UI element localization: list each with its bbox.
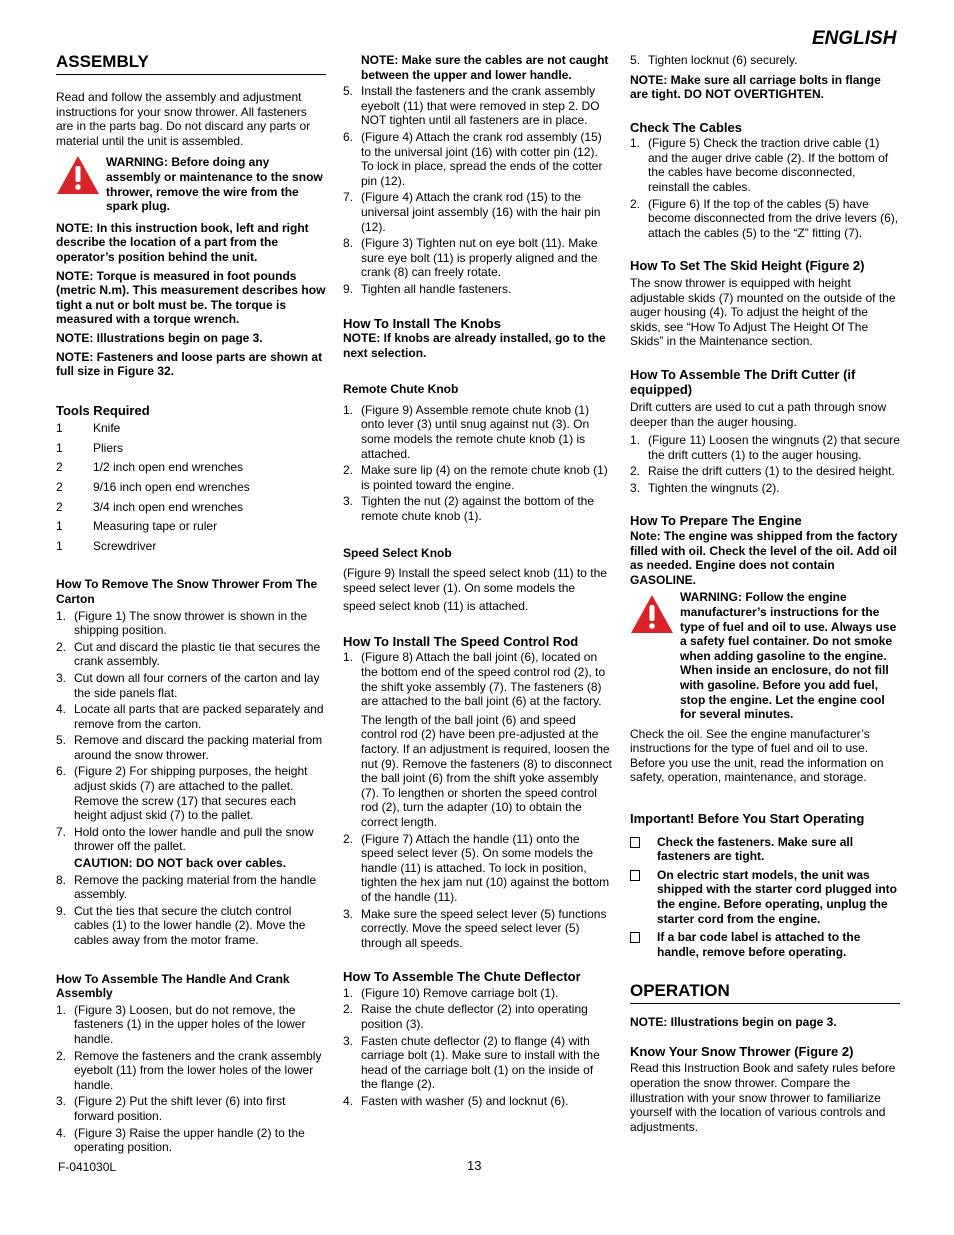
list-item: 1. (Figure 8) Attach the ball joint (6), located on the bottom end of the speed control rod (2), to the shift yoke assembly (7). The fasteners (8) are attached to the ball joint (6) at the factory. The length of the ball joint (6) and speed control rod (2) have been pre-adjusted at the factory. If an adjustment is required, loosen the nut (9). Remove the fasteners (8) to disconnect the ball joint (6) from the shift yoke assembly (7). To lengthen or shorten the speed control rod (2), turn the adapter (10) to obtain the correct length. xyxy=(343,650,612,829)
list-item: 3. Make sure the speed select lever (5) functions correctly. Move the speed select lever (5) through all speeds. xyxy=(343,906,607,950)
checklist-item: On electric start models, the unit was shipped with the starter cord plugged into the engine. Before operating, unplug the starter cord from the engine. xyxy=(630,868,900,926)
caution-text: CAUTION: DO NOT back over cables. xyxy=(74,856,287,871)
speed-select-text: (Figure 9) Install the speed select knob (11) to the speed select lever (1). On some models the xyxy=(343,566,607,595)
note-torque: NOTE: Torque is measured in foot pounds (metric N.m). This measurement describes how tight a nut or bolt must be. The torque is measured with a torque wrench. xyxy=(56,268,326,327)
list-item: 1. (Figure 5) Check the traction drive cable (1) and the auger drive cable (2). If the bottom of the cables have become disconnected, reinstall the cables. xyxy=(630,136,889,195)
list-item: 3. (Figure 2) Put the shift lever (6) into first forward position. xyxy=(56,1094,286,1123)
list-item: 4. Locate all parts that are packed separately and remove from the carton. xyxy=(56,702,324,731)
know-your-snow-thrower-heading: Know Your Snow Thrower (Figure 2) xyxy=(630,1043,854,1059)
tool-row: 2 3/4 inch open end wrenches xyxy=(56,499,244,514)
tool-row: 1 Pliers xyxy=(56,440,124,455)
remote-chute-knob-heading: Remote Chute Knob xyxy=(343,382,459,397)
list-item: 1. (Figure 10) Remove carriage bolt (1). xyxy=(343,985,559,1000)
operation-heading: OPERATION xyxy=(630,981,900,1004)
checkbox-icon xyxy=(630,837,640,848)
checkbox-icon xyxy=(630,870,640,881)
list-item: 4. (Figure 3) Raise the upper handle (2) to the operating position. xyxy=(56,1125,305,1155)
knobs-note: NOTE: If knobs are already installed, go to the next selection. xyxy=(343,331,606,360)
column-middle xyxy=(343,0,613,1109)
rod-adjustment-text: The length of the ball joint (6) and speed control rod (2) have been pre-adjusted at the factory. If an adjustment is required, loosen the nut (9). Remove the fasteners (8) to disconnect the ball joint (6) from the shift yoke assembly (7). To lengthen or shorten the speed control rod (2), turn the adapter (10) to obtain the correct length. xyxy=(361,712,612,829)
engine-note: Note: The engine was shipped from the factory filled with oil. Check the level of the oil. Add oil as needed. Engine does not contain GASOLINE. xyxy=(630,528,898,587)
tools-list xyxy=(56,419,326,556)
chute-deflector-steps xyxy=(343,986,613,1109)
skid-height-text: The snow thrower is equipped with height adjustable skids (7) mounted on the outside of the auger housing (4). To adjust the height of the skids, see “How To Adjust The Height Of The Skids” in the Maintenance section. xyxy=(630,275,896,349)
list-item: 2. Remove the fasteners and the crank assembly eyebolt (11) from the lower holes of the lower handle. xyxy=(56,1048,322,1092)
list-item: 2. Raise the chute deflector (2) into operating position (3). xyxy=(343,1002,588,1031)
warning-triangle-icon xyxy=(630,594,674,634)
list-item: 1. (Figure 3) Loosen, but do not remove, the fasteners (1) in the upper holes of the lower handle. xyxy=(56,1002,306,1046)
warning-triangle-icon xyxy=(56,155,100,195)
list-item: 5. Install the fasteners and the crank assembly eyebolt (11) that were removed in step 2. DO NOT tighten until all fasteners are in place. xyxy=(343,84,600,128)
drift-cutter-heading: How To Assemble The Drift Cutter (if equipped) xyxy=(630,366,856,398)
handle-crank-steps-continued xyxy=(343,84,613,296)
handle-crank-heading: How To Assemble The Handle And Crank Assembly xyxy=(56,971,290,1001)
speed-control-rod-steps xyxy=(343,650,613,950)
know-your-snow-thrower-text: Read this Instruction Book and safety rules before operation the snow thrower. Compare the illustration with your snow thrower to familiarize yourself with the location of various controls and adjustments. xyxy=(630,1061,896,1134)
note-cables: NOTE: Make sure the cables are not caught between the upper and lower handle. xyxy=(361,53,609,82)
checklist xyxy=(630,835,900,960)
warning-spark-plug xyxy=(56,155,326,213)
list-item: 2. Make sure lip (4) on the remote chute knob (1) is pointed toward the engine. xyxy=(343,463,608,492)
check-cables-heading: Check The Cables xyxy=(630,119,742,135)
speed-control-rod-heading: How To Install The Speed Control Rod xyxy=(343,633,579,649)
list-item: 8. Remove the packing material from the handle assembly. xyxy=(56,872,317,902)
list-item: 2. Raise the drift cutters (1) to the desired height. xyxy=(630,464,895,479)
checklist-item: If a bar code label is attached to the handle, remove before operating. xyxy=(630,930,900,959)
list-item: 3. Tighten the nut (2) against the bottom of the remote chute knob (1). xyxy=(343,494,595,523)
tool-row: 1 Screwdriver xyxy=(56,538,157,553)
list-item: 9. Tighten all handle fasteners. xyxy=(343,281,512,296)
chute-deflector-steps-continued xyxy=(630,53,900,68)
column-left xyxy=(56,0,326,1155)
list-item: 3. Tighten the wingnuts (2). xyxy=(630,480,780,495)
skid-height-heading: How To Set The Skid Height (Figure 2) xyxy=(630,258,865,274)
document-code: F-041030L xyxy=(58,1160,117,1174)
list-item: 7. (Figure 4) Attach the crank rod (15) to the universal joint assembly (16) with the hair pin (12). xyxy=(343,190,601,234)
prepare-engine-heading: How To Prepare The Engine xyxy=(630,513,802,529)
checklist-item: Check the fasteners. Make sure all fasteners are tight. xyxy=(630,835,900,864)
list-item: 8. (Figure 3) Tighten nut on eye bolt (11). Make sure eye bolt (11) is properly aligned and the crank (8) can freely rotate. xyxy=(343,236,598,280)
tool-row: 1 Knife xyxy=(56,421,121,436)
warning-fuel xyxy=(630,590,900,721)
list-item: 5. Remove and discard the packing material from around the snow thrower. xyxy=(56,733,323,762)
list-item: 1. (Figure 11) Loosen the wingnuts (2) that secure the drift cutters (1) to the auger housing. xyxy=(630,433,900,462)
checkbox-icon xyxy=(630,932,640,943)
list-item: 6. (Figure 2) For shipping purposes, the height adjust skids (7) are attached to the pallet. Remove the screw (17) that secures each height adjust skid (7) to the pallet. xyxy=(56,764,308,823)
list-item: 6. (Figure 4) Attach the crank rod assembly (15) to the universal joint (16) with cotter pin (12). To lock in place, spread the ends of the cotter pin (12). xyxy=(343,129,603,188)
note-carriage-bolts: NOTE: Make sure all carriage bolts in flange are tight. DO NOT OVERTIGHTEN. xyxy=(630,72,881,102)
check-cables-steps xyxy=(630,136,900,240)
check-oil-text: Check the oil. See the engine manufacturer’s instructions for the type of fuel and oil to use. Before you use the unit, read the information on safety, operation, maintenance, and storage. xyxy=(630,726,884,785)
list-item: 9. Cut the ties that secure the clutch control cables (1) to the lower handle (2). Move the cables away from the motor frame. xyxy=(56,903,306,947)
note-left-right: NOTE: In this instruction book, left and right describe the location of a part from the operator’s position behind the unit. xyxy=(56,220,309,264)
list-item: 7. Hold onto the lower handle and pull the snow thrower off the pallet. CAUTION: DO NOT back over cables. xyxy=(56,825,326,871)
chute-deflector-heading: How To Assemble The Chute Deflector xyxy=(343,969,581,985)
handle-crank-steps xyxy=(56,1003,326,1155)
remove-carton-steps xyxy=(56,609,326,948)
list-item: 5. Tighten locknut (6) securely. xyxy=(630,53,798,67)
tool-row: 2 9/16 inch open end wrenches xyxy=(56,479,250,494)
list-item: 2. (Figure 6) If the top of the cables (5) have become disconnected from the drive levers (6), attach the cables (5) to the “Z” fitting (7). xyxy=(630,196,899,240)
list-item: 2. (Figure 7) Attach the handle (11) onto the speed select lever (5). On some models the handle (11) is attached. To lock in position, tighten the hex jam nut (10) against the bottom of the handle (11). xyxy=(343,831,610,904)
tool-row: 2 1/2 inch open end wrenches xyxy=(56,460,244,475)
page-number: 13 xyxy=(467,1158,482,1173)
important-heading: Important! Before You Start Operating xyxy=(630,811,865,827)
list-item: 1. (Figure 1) The snow thrower is shown in the shipping position. xyxy=(56,608,308,638)
assembly-intro: Read and follow the assembly and adjustment instructions for your snow thrower. All fasteners are in the parts bag. Do not discard any parts or material until the unit is assembled. xyxy=(56,90,311,148)
language-label: ENGLISH xyxy=(812,28,897,49)
install-knobs-heading: How To Install The Knobs xyxy=(343,315,501,331)
note-fasteners: NOTE: Fasteners and loose parts are shown at full size in Figure 32. xyxy=(56,349,323,379)
warning-text: WARNING: Before doing any assembly or maintenance to the snow thrower, remove the wire from the spark plug. xyxy=(106,155,323,214)
note-illustrations: NOTE: Illustrations begin on page 3. xyxy=(56,330,263,345)
drift-cutter-steps xyxy=(630,433,900,495)
remove-carton-heading: How To Remove The Snow Thrower From The Carton xyxy=(56,577,318,606)
list-item: 2. Cut and discard the plastic tie that secures the crank assembly. xyxy=(56,639,321,669)
list-item: 3. Cut down all four corners of the carton and lay the side panels flat. xyxy=(56,670,320,700)
column-right xyxy=(630,0,900,1134)
assembly-heading: ASSEMBLY xyxy=(56,52,326,75)
drift-cutter-text: Drift cutters are used to cut a path through snow deeper than the auger housing. xyxy=(630,399,887,429)
list-item: 3. Fasten chute deflector (2) to flange (4) with carriage bolt (1). Make sure to install with the head of the carriage bolt (1) on the inside of the flange (2). xyxy=(343,1033,600,1092)
list-item: 4. Fasten with washer (5) and locknut (6). xyxy=(343,1093,569,1108)
tools-heading: Tools Required xyxy=(56,402,150,418)
list-item: 1. (Figure 9) Assemble remote chute knob (1) onto lever (3) until snug against nut (3). On some models the remote chute knob (1) is attached. xyxy=(343,402,590,461)
operation-note: NOTE: Illustrations begin on page 3. xyxy=(630,1015,837,1030)
speed-select-text-2: speed select knob (11) is attached. xyxy=(343,599,529,614)
warning-text: WARNING: Follow the engine manufacturer’s instructions for the type of fuel and oil to use. Always use a safety fuel container. Do not smoke when adding gasoline to the engine. When inside an enclosure, do not fill with gasoline. Before you add fuel, stop the engine. Let the engine cool for several minutes. xyxy=(680,590,897,722)
remote-chute-knob-steps xyxy=(343,403,613,524)
tool-row: 1 Measuring tape or ruler xyxy=(56,519,218,534)
speed-select-knob-heading: Speed Select Knob xyxy=(343,545,452,560)
